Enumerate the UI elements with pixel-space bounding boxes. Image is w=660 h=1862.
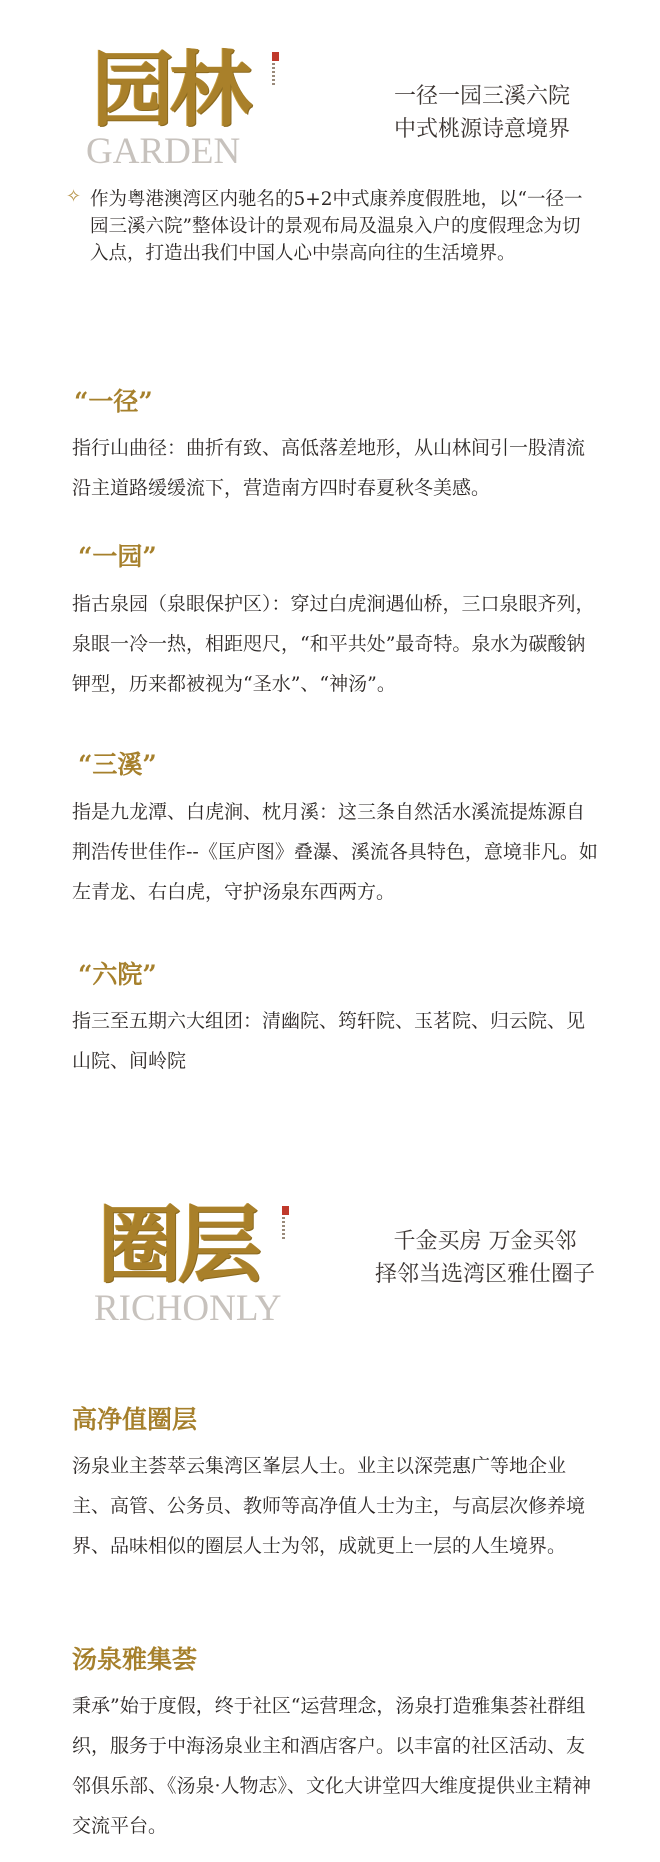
section-title-sanxi: “三溪”: [78, 750, 157, 779]
garden-logo-title: 园林: [92, 42, 249, 138]
garden-slogan: [362, 80, 602, 146]
section-body-sanxi: 指是九龙潭、白虎涧、枕月溪：这三条自然活水溪流提炼源自荆浩传世佳作--《匡庐图》叠瀑、溪流各具特色，意境非凡。如左青龙、右白虎，守护汤泉东西两方。: [72, 801, 598, 903]
richonly-logo-title: 圈层: [98, 1195, 259, 1294]
section-body-liuyuan: 指三至五期六大组团：清幽院、筠轩院、玉茗院、归云院、见山院、间岭院: [72, 1010, 586, 1072]
garden-logo-english: GARDEN: [86, 131, 241, 172]
section-title-high-net-worth: 高净值圈层: [72, 1405, 198, 1434]
richonly-logo-english: RICHONLY: [94, 1288, 282, 1329]
section-body-yiyuan: 指古泉园（泉眼保护区）：穿过白虎涧遇仙桥，三口泉眼齐列，泉眼一冷一热，相距咫尺，“和平共处”最奇特。泉水为碳酸钠钾型，历来都被视为“圣水”、“神汤”。: [72, 593, 595, 695]
section-body-yajihui: 秉承”始于度假，终于社区“运营理念，汤泉打造雅集荟社群组织，服务于中海汤泉业主和酒店客户。以丰富的社区活动、友邻俱乐部、《汤泉·人物志》、文化大讲堂四大维度提供业主精神交流平台。: [72, 1695, 592, 1837]
garden-intro: 作为粤港澳湾区内驰名的5+2中式康养度假胜地，以“一径一园三溪六院”整体设计的景观布局及温泉入户的度假理念为切入点，打造出我们中国人心中崇高向往的生活境界。: [90, 189, 583, 264]
section-title-yiyuan: “一园”: [78, 542, 157, 571]
section-title-yijing: “一径”: [74, 387, 153, 416]
seal-stamp-icon: [272, 52, 279, 85]
section-body-yijing: 指行山曲径：曲折有致、高低落差地形，从山林间引一股清流沿主道路缓缓流下，营造南方四时春夏秋冬美感。: [72, 437, 586, 499]
seal-stamp-icon: [282, 1206, 289, 1239]
richonly-slogan-line1: 千金买房 万金买邻: [393, 1229, 577, 1254]
garden-slogan-line1: 一径一园三溪六院: [393, 84, 570, 109]
garden-slogan-line2: 中式桃源诗意境界: [393, 117, 570, 142]
diamond-bullet-icon: ✧: [66, 186, 82, 207]
section-title-yajihui: 汤泉雅集荟: [72, 1645, 198, 1674]
section-title-liuyuan: “六院”: [78, 960, 157, 989]
richonly-slogan: [340, 1225, 630, 1291]
richonly-slogan-line2: 择邻当选湾区雅仕圈子: [374, 1262, 595, 1287]
section-body-high-net-worth: 汤泉业主荟萃云集湾区峯层人士。业主以深莞惠广等地企业主、高管、公务员、教师等高净值人士为主，与高层次修养境界、品味相似的圈层人士为邻，成就更上一层的人生境界。: [72, 1455, 586, 1557]
